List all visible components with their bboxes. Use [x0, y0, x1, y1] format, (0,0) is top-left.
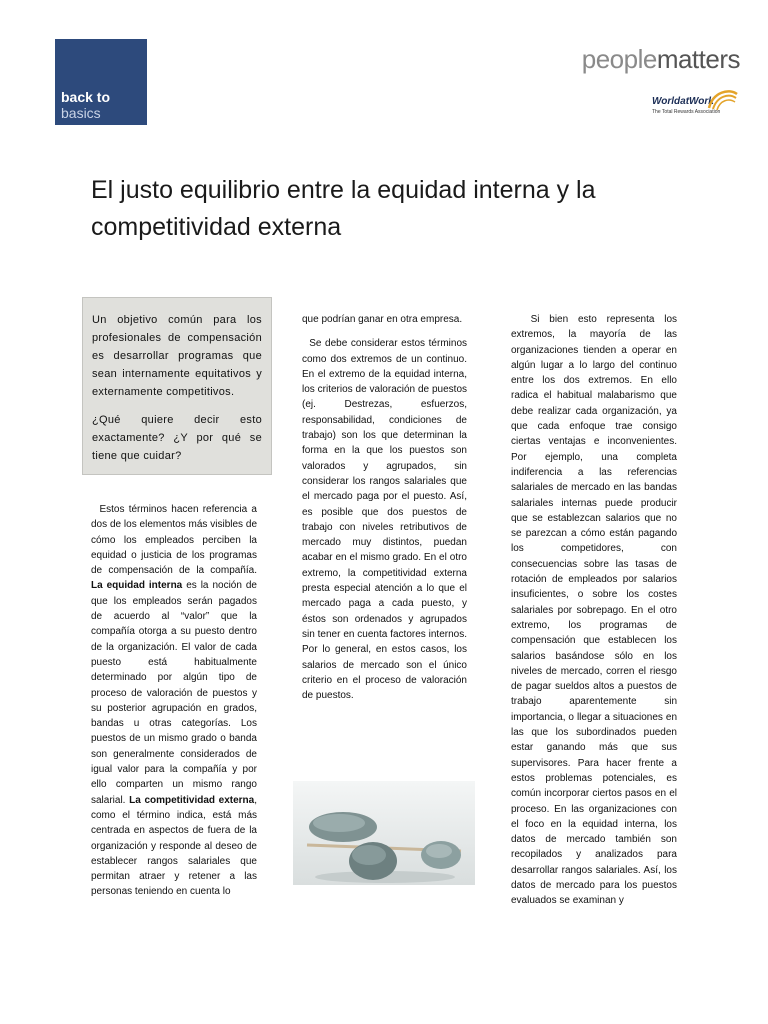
peoplematters-logo: [582, 44, 740, 75]
column-1-paragraph: Estos términos hacen referencia a dos de los elementos más visibles de cómo los empleados perciben la equidad o justicia de los programas de compensación de la compañía. La equidad interna es la noción de que los empleados serán pagados de acuerdo al “valor” que la compañía otorga a su puesto dentro de la organización. El valor de cada puesto está habitualmente determinado por algún tipo de proceso de valoración de puestos y su posterior agrupación en grados, bandas u otras categorías. Los puestos de un mismo grado o banda son generalmente considerados de igual valor para la compañía y por ello comparten un mismo rango salarial. La competitividad externa, como el término indica, está más centrada en aspectos de fuera de la organización y responde al deseo de establecer rangos salariales que permitan atraer y retener a las personas teniendo en cuenta lo: [91, 504, 258, 898]
worldatwork-logo: [650, 86, 740, 120]
term-equidad-interna: La equidad interna: [91, 580, 183, 592]
partner-name: WorldatWork: [652, 96, 714, 107]
column-2-paragraph-1: que podrían ganar en otra empresa.: [302, 314, 463, 325]
callout-question: ¿Qué quiere decir esto exactamente? ¿Y por qué se tiene que cuidar?: [92, 414, 262, 462]
swoosh-icon: [705, 86, 739, 112]
badge-line1: back to: [61, 89, 111, 105]
callout-box: [82, 297, 272, 475]
callout-paragraph: Un objetivo común para los profesionales de compensación es desarrollar programas que sean internamente equitativos y externamente competitivos.: [92, 314, 262, 398]
back-to-basics-badge: [55, 39, 147, 125]
badge-line2: basics: [61, 105, 101, 121]
article-title: El justo equilibrio entre la equidad interna y la competitividad externa: [91, 176, 596, 241]
column-2: [302, 312, 467, 712]
brand-people: people: [581, 44, 657, 74]
column-1: [91, 502, 257, 909]
term-competitividad-externa: La competitividad externa: [129, 794, 255, 806]
column-3-paragraph: Si bien esto representa los extremos, la mayoría de las organizaciones tienden a operar en algún lugar a lo largo del continuo entre los dos extremos. En ello radica el habitual malabarismo que debe realizar cada organización, ya que cada enfoque trae consigo ciertas ventajas e inconvenientes. Por ejemplo, una completa indiferencia a las referencias salariales de mercado en las bandas salariales internas puede producir que se establezcan salarios que no se parezcan a cómo están pagando los competidores, con consecuencias sobre las tasas de rotación de empleados por salarios insuficientes, o sobre los costes salariales por sobrepago. En el otro extremo, los programas de compensación que establecen los salarios basándose sólo en los niveles de mercado, corren el riesgo de pagar sueldos altos a puestos de trabajo aparentemente sin importancia, o llegar a situaciones en las que los subordinados pueden estar ganando más que sus supervisores. Para hacer frente a estos problemas potenciales, es común incorporar ciertos pasos en el proceso. En las organizaciones con el foco en la equidad interna, los datos de mercado también son recopilados y analizados para desarrollar rangos salariales. Así, los datos de mercado para los puestos evaluados se examinan y: [511, 314, 678, 907]
brand-matters: matters: [656, 44, 740, 74]
partner-tagline: The Total Rewards Association: [652, 109, 721, 115]
balancing-stones-image: [293, 781, 475, 885]
column-2-paragraph-2: Se debe considerar estos términos como dos extremos de un continuo. En el extremo de la equidad interna, los criterios de valoración de puestos (ej. Destrezas, esfuerzos, responsabilidad, condiciones de trabajo) son los que determinan la forma en la que los puestos son valorados y agrupados, sin considerar los rangos salariales que el mercado paga por el puesto. Así, es posible que dos puestos de trabajo con niveles retributivos de mercado muy distintos, puedan acabar en el mismo grado. En el otro extremo, la competitividad externa presta especial atención a lo que el mercado paga a cada puesto, y éstos son ordenados y agrupados sin tener en cuenta factores internos. Por lo general, en estos casos, los salarios de mercado son el único criterio en el proceso de valoración de puestos.: [302, 338, 468, 702]
column-3: [511, 312, 677, 918]
